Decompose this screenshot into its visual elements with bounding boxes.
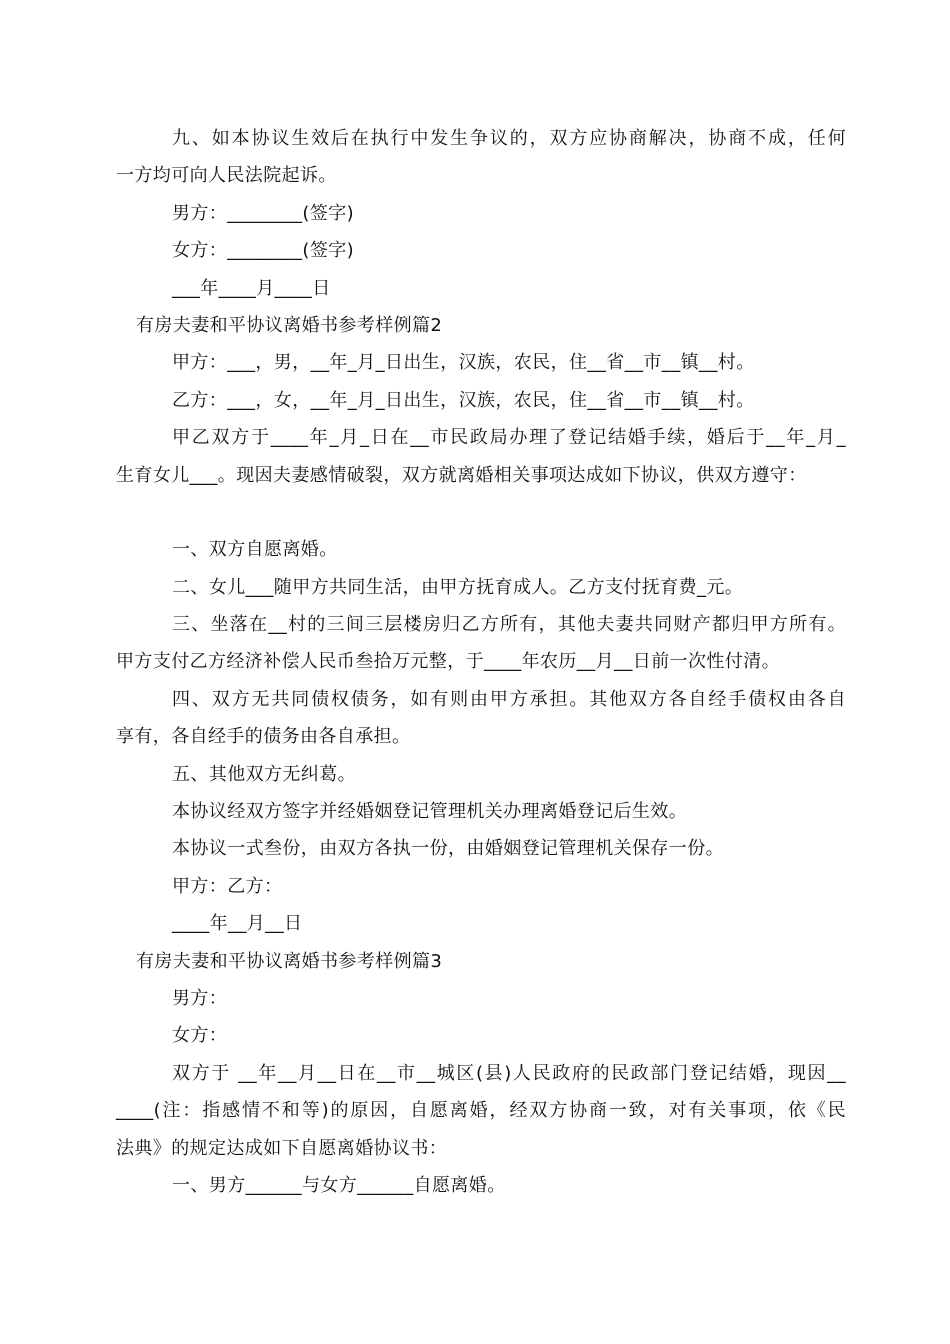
text-line: 男方： [172, 987, 228, 1009]
text-line: 本协议一式叁份，由双方各执一份，由婚姻登记管理机关保存一份。 [172, 838, 724, 860]
text-line: ____(注：指感情不和等)的原因，自愿离婚，经双方协商一致，对有关事项，依《民 [116, 1100, 846, 1122]
text-line: 甲方：乙方： [172, 875, 283, 897]
text-line: 甲方支付乙方经济补偿人民币叁拾万元整，于____年农历__月__日前一次性付清。 [116, 651, 780, 673]
text-line: 双方于 __年__月__日在__市__城区(县)人民政府的民政部门登记结婚，现因__ [172, 1062, 846, 1084]
text-line: 甲方：___，男，__年_月_日出生，汉族，农民，住__省__市__镇__村。 [172, 352, 755, 374]
text-line: 四、双方无共同债权债务，如有则由甲方承担。其他双方各自经手债权由各自 [172, 688, 846, 710]
text-line: 五、其他双方无纠葛。 [172, 763, 356, 785]
text-line: 女方：________(签字) [172, 240, 355, 262]
text-line: 女方： [172, 1025, 228, 1047]
text-line: ___年____月____日 [172, 277, 331, 299]
text-line: 一、双方自愿离婚。 [172, 539, 338, 561]
document-page [116, 120, 846, 1204]
text-line: 三、坐落在__村的三间三层楼房归乙方所有，其他夫妻共同财产都归甲方所有。 [172, 614, 846, 636]
text-line: 乙方：___，女，__年_月_日出生，汉族，农民，住__省__市__镇__村。 [172, 389, 755, 411]
blank-line [116, 494, 846, 531]
text-line: 九、如本协议生效后在执行中发生争议的，双方应协商解决，协商不成，任何 [172, 128, 846, 149]
section-heading: 有房夫妻和平协议离婚书参考样例篇3 [136, 950, 443, 972]
text-line: 甲乙双方于____年_月_日在__市民政局办理了登记结婚手续，婚后于__年_月_ [172, 427, 846, 449]
text-line: 生育女儿___。现因夫妻感情破裂，双方就离婚相关事项达成如下协议，供双方遵守： [116, 464, 807, 486]
text-line: 一、男方______与女方______自愿离婚。 [172, 1174, 506, 1196]
text-line: 一方均可向人民法院起诉。 [116, 165, 337, 187]
text-line: 本协议经双方签字并经婚姻登记管理机关办理离婚登记后生效。 [172, 801, 688, 823]
text-line: 男方：________(签字) [172, 202, 355, 224]
text-line: 二、女儿___随甲方共同生活，由甲方抚育成人。乙方支付抚育费_元。 [172, 576, 744, 598]
text-line: 法典》的规定达成如下自愿离婚协议书： [116, 1137, 448, 1159]
text-line: ____年__月__日 [172, 913, 303, 935]
text-line: 享有，各自经手的债务由各自承担。 [116, 726, 411, 748]
section-heading: 有房夫妻和平协议离婚书参考样例篇2 [136, 314, 443, 336]
